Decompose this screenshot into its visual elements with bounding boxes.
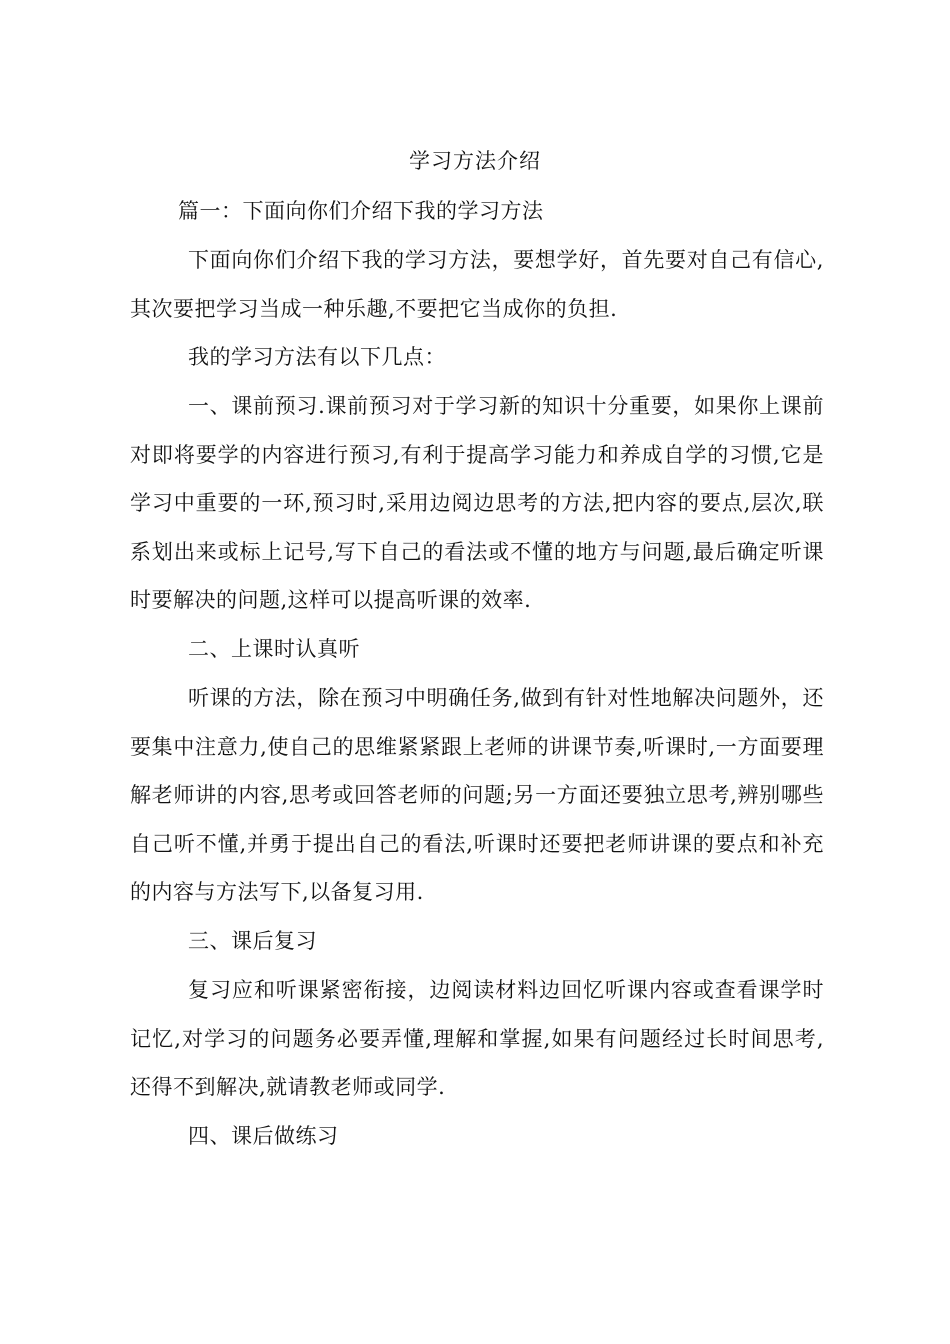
document-title: 学习方法介绍	[409, 149, 541, 173]
paragraph-preview: 一、课前预习.课前预习对于学习新的知识十分重要，如果你上课前对即将要学的内容进行预习,有利于提高学习能力和养成自学的习惯,它是学习中重要的一环,预习时,采用边阅边思考的方法,把内容的要点,层次,联系划出来或标上记号,写下自己的看法或不懂的地方与问题,最后确定听课时要解决的问题,这样可以提高听课的效率.	[130, 394, 824, 612]
paragraph-listen: 听课的方法，除在预习中明确任务,做到有针对性地解决问题外，还要集中注意力,使自己的思维紧紧跟上老师的讲课节奏,听课时,一方面要理解老师讲的内容,思考或回答老师的问题;另一方面还要独立思考,辨别哪些自己听不懂,并勇于提出自己的看法,听课时还要把老师讲课的要点和补充的内容与方法写下,以备复习用.	[130, 686, 824, 904]
heading-listen: 二、上课时认真听	[188, 637, 360, 661]
paragraph-points-intro: 我的学习方法有以下几点：	[188, 345, 446, 369]
heading-review: 三、课后复习	[188, 929, 317, 953]
section-subtitle: 篇一：下面向你们介绍下我的学习方法	[178, 199, 544, 223]
paragraph-review: 复习应和听课紧密衔接，边阅读材料边回忆听课内容或查看课学时记忆,对学习的问题务必要弄懂,理解和掌握,如果有问题经过长时间思考,还得不到解决,就请教老师或同学.	[130, 978, 824, 1099]
heading-exercise: 四、课后做练习	[188, 1124, 339, 1148]
paragraph-intro: 下面向你们介绍下我的学习方法，要想学好，首先要对自己有信心,其次要把学习当成一种乐趣,不要把它当成你的负担.	[130, 248, 824, 321]
